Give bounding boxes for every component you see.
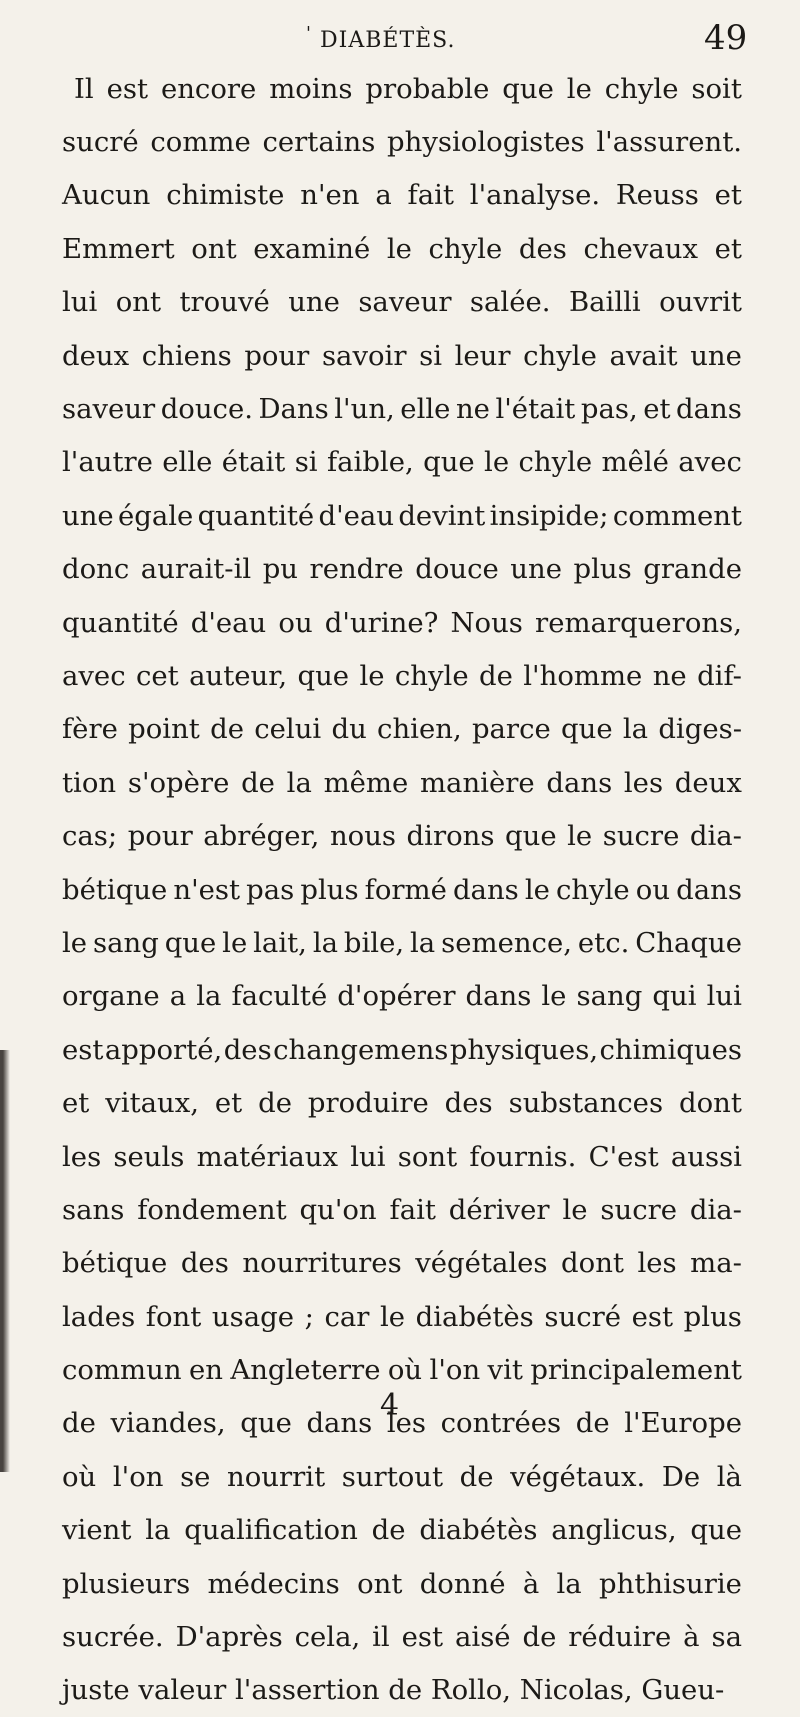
text-line: Il est encore moins probable que le chyle soit — [74, 72, 742, 105]
text-line: les seuls matériaux lui sont fournis. C'est aussi — [62, 1140, 742, 1173]
text-line: vient la qualification de diabétès anglicus, que — [62, 1514, 742, 1547]
running-head — [0, 18, 800, 58]
text-line: sucrée. D'après cela, il est aisé de réduire à sa — [62, 1621, 742, 1654]
text-line: lui ont trouvé une saveur salée. Bailli ouvrit — [62, 286, 742, 319]
text-line: bétique des nourritures végétales dont les ma- — [62, 1247, 742, 1280]
text-line: organe a la faculté d'opérer dans le sang qui lui — [62, 980, 742, 1013]
text-line: bétique n'est pas plus formé dans le chyle ou dans — [62, 873, 742, 906]
text-line: Emmert ont examiné le chyle des chevaux et — [62, 232, 742, 265]
body-text — [62, 62, 742, 1717]
text-line: et vitaux, et de produire des substances dont — [62, 1087, 742, 1120]
text-line: tion s'opère de la même manière dans les deux — [62, 766, 742, 799]
text-line: sucré comme certains physiologistes l'assurent. — [62, 126, 742, 159]
text-line: saveur douce. Dans l'un, elle ne l'était pas, et dans — [62, 393, 742, 426]
text-line: Aucun chimiste n'en a fait l'analyse. Reuss et — [62, 179, 742, 212]
page-number: 49 — [704, 18, 748, 58]
text-line: où l'on se nourrit surtout de végétaux. De là — [62, 1460, 742, 1493]
running-title: DIABÉTÈS. — [320, 28, 456, 53]
text-line: deux chiens pour savoir si leur chyle avait une — [62, 339, 742, 372]
text-line: l'autre elle était si faible, que le chyle mêlé avec — [62, 446, 742, 479]
text-line: lades font usage ; car le diabétès sucré est plus — [62, 1300, 742, 1333]
text-line: commun en Angleterre où l'on vit principalement — [62, 1354, 742, 1387]
text-line: sans fondement qu'on fait dériver le sucre dia- — [62, 1193, 742, 1226]
text-line: fère point de celui du chien, parce que la diges- — [62, 713, 742, 746]
text-line: avec cet auteur, que le chyle de l'homme ne dif- — [62, 659, 742, 692]
text-line: juste valeur l'assertion de Rollo, Nicolas, Gueu- — [62, 1674, 725, 1707]
text-line: est apporté, des changemens physiques, chimiques — [62, 1033, 742, 1066]
header-mark: ' — [306, 23, 311, 44]
text-line: quantité d'eau ou d'urine? Nous remarquerons, — [62, 606, 742, 639]
text-line: de viandes, que dans les contrées de l'Europe — [62, 1407, 742, 1440]
signature-mark: 4 — [380, 1388, 400, 1423]
text-line: plusieurs médecins ont donné à la phthisurie — [62, 1567, 742, 1600]
text-line: une égale quantité d'eau devint insipide; comment — [62, 499, 742, 532]
page-edge-shadow — [0, 1050, 10, 1472]
text-line: donc aurait-il pu rendre douce une plus grande — [62, 553, 742, 586]
text-line: le sang que le lait, la bile, la semence, etc. Chaque — [62, 926, 742, 959]
text-line: cas; pour abréger, nous dirons que le sucre dia- — [62, 820, 742, 853]
